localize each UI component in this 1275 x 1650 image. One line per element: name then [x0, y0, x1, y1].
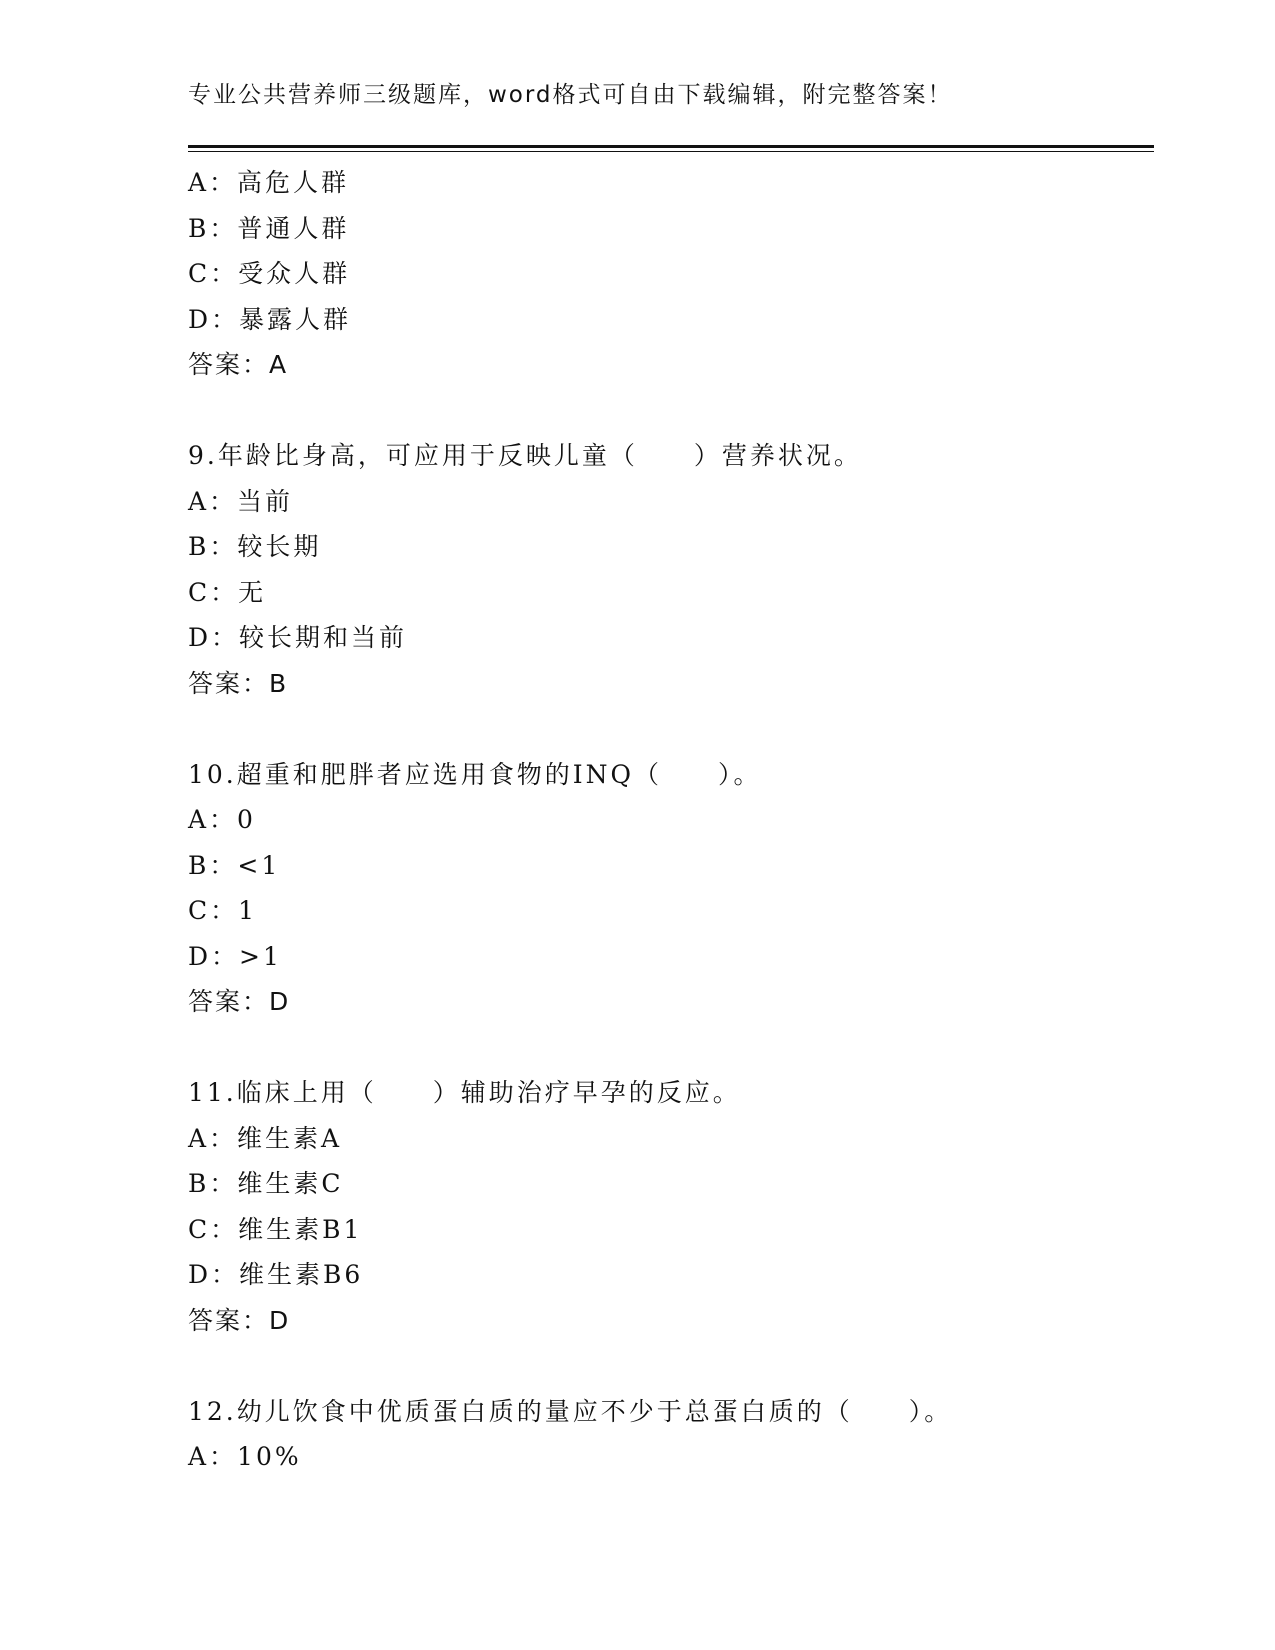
option-d: D：维生素B6 [188, 1260, 364, 1289]
option-b: B：普通人群 [188, 213, 350, 243]
option-b: B：维生素C [188, 1169, 344, 1198]
question-text: 10.超重和肥胖者应选用食物的INQ（ ）。 [188, 759, 762, 789]
question-block [188, 1389, 1154, 1480]
option-a: A：维生素A [188, 1123, 343, 1153]
option-a: A：0 [188, 805, 256, 834]
header-divider-thick [188, 145, 1154, 148]
option-d: D：较长期和当前 [188, 623, 408, 652]
question-block [188, 160, 1154, 388]
option-c: C：受众人群 [188, 259, 351, 288]
answer-line: 答案：D [188, 1305, 291, 1335]
option-c: C：1 [188, 896, 258, 925]
spacer [188, 1343, 1154, 1389]
question-list [188, 160, 1154, 1480]
question-block [188, 1070, 1154, 1343]
question-text: 12.幼儿饮食中优质蛋白质的量应不少于总蛋白质的（ ）。 [188, 1396, 953, 1426]
option-b: B：较长期 [188, 532, 322, 561]
spacer [188, 706, 1154, 752]
option-d: D：暴露人群 [188, 304, 352, 334]
header-divider-thin [188, 151, 1154, 152]
option-a: A：当前 [188, 486, 294, 516]
option-c: C：无 [188, 577, 267, 607]
option-b: B：<1 [188, 850, 281, 880]
answer-line: 答案：B [188, 668, 289, 698]
question-text: 11.临床上用（ ）辅助治疗早孕的反应。 [188, 1078, 741, 1107]
option-a: A：10% [188, 1442, 302, 1471]
option-d: D：>1 [188, 941, 282, 971]
spacer [188, 1025, 1154, 1071]
option-c: C：维生素B1 [188, 1214, 363, 1244]
spacer [188, 388, 1154, 434]
option-a: A：高危人群 [188, 168, 350, 197]
question-text: 9.年龄比身高，可应用于反映儿童（ ）营养状况。 [188, 441, 862, 470]
question-block [188, 752, 1154, 1025]
page-header: 专业公共营养师三级题库，word格式可自由下载编辑，附完整答案！ [188, 82, 953, 108]
answer-line: 答案：A [188, 350, 289, 379]
question-block [188, 433, 1154, 706]
answer-line: 答案：D [188, 987, 291, 1016]
